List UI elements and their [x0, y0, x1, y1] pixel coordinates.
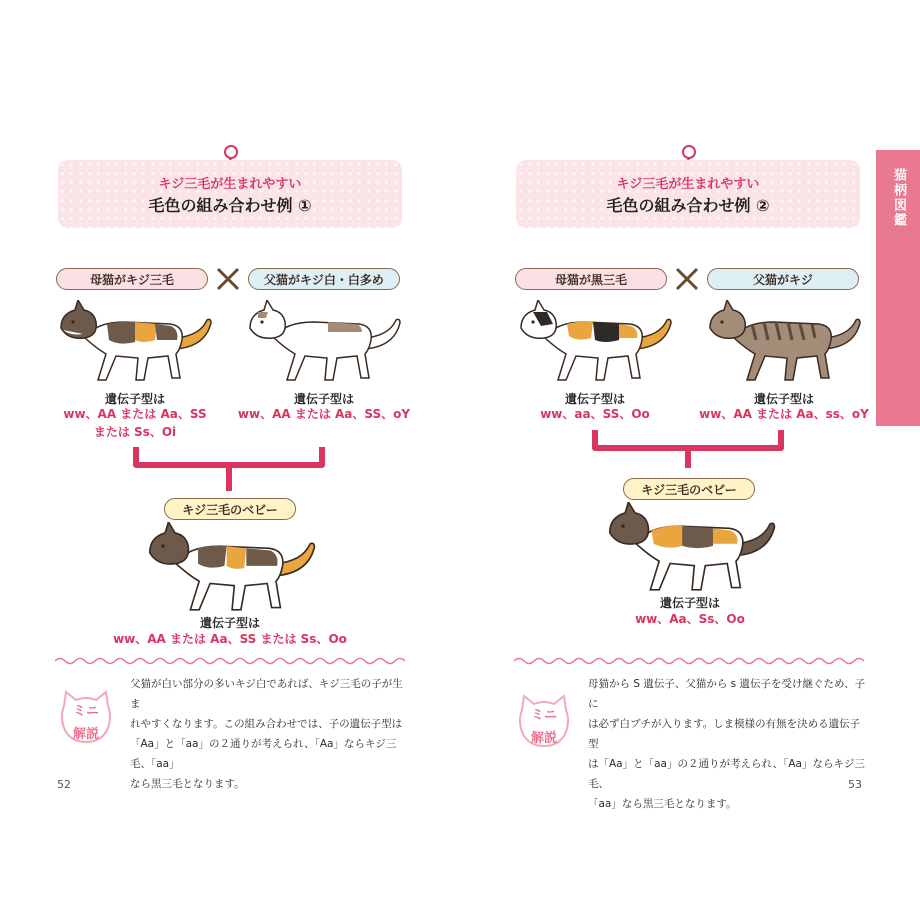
left-mini-label-1: ミニ: [72, 704, 99, 719]
right-wave-divider: [514, 656, 864, 666]
right-mother-cat-illustration: [515, 300, 675, 382]
left-note-line: れやすくなります。この組み合わせでは、子の遺伝子型は: [130, 718, 403, 730]
left-father-gene-line1: ww、AA または Aa、SS、oY: [237, 407, 411, 421]
right-mini-label-2: 解説: [530, 731, 557, 746]
right-mother-label: 母猫が黒三毛: [515, 268, 667, 290]
right-father-gene-label: 遺伝子型は: [753, 392, 814, 406]
left-mother-cat-illustration: [55, 300, 215, 382]
right-father-gene-line1: ww、AA または Aa、ss、oY: [699, 407, 869, 421]
right-page-number: 53: [848, 778, 862, 791]
left-title-box: [58, 160, 402, 228]
right-baby-label: キジ三毛のベビー: [623, 478, 755, 500]
right-note-text: [588, 674, 870, 814]
right-note-line: は「Aa」と「aa」の２通りが考えられ、「Aa」ならキジ三毛、: [588, 758, 865, 790]
left-note-line: 「Aa」と「aa」の２通りが考えられ、「Aa」ならキジ三毛、「aa」: [130, 738, 397, 770]
right-baby-cat-illustration: [598, 502, 784, 592]
right-baby-gene-label: 遺伝子型は: [659, 596, 720, 610]
left-baby-label: キジ三毛のベビー: [164, 498, 296, 520]
right-title-line1: キジ三毛が生まれやすい: [616, 177, 760, 192]
cross-icon: [215, 267, 241, 291]
left-note-line: なら黒三毛となります。: [130, 778, 245, 790]
right-mini-label-1: ミニ: [530, 708, 557, 723]
left-baby-gene-line1: ww、AA または Aa、SS または Ss、Oo: [113, 632, 347, 646]
right-father-label: 父猫がキジ: [707, 268, 859, 290]
right-note-line: 「aa」なら黒三毛となります。: [588, 798, 737, 810]
left-mother-gene-label: 遺伝子型は: [104, 392, 165, 406]
left-title-line1: キジ三毛が生まれやすい: [158, 177, 302, 192]
left-mini-label-2: 解説: [72, 727, 99, 742]
right-mother-gene-label: 遺伝子型は: [564, 392, 625, 406]
right-title-box: [516, 160, 860, 228]
right-note-line: 母猫から S 遺伝子、父猫から s 遺伝子を受け継ぐため、子に: [588, 678, 866, 710]
left-mother-label: 母猫がキジ三毛: [56, 268, 208, 290]
left-baby-cat-illustration: [138, 522, 324, 612]
side-tab-cat-pattern-guide[interactable]: [876, 150, 920, 426]
right-title-line2: 毛色の組み合わせ例 ②: [606, 196, 770, 215]
cross-icon: [674, 267, 700, 291]
left-page-number: 52: [57, 778, 71, 791]
left-inheritance-bracket: [132, 445, 326, 495]
left-title-line2: 毛色の組み合わせ例 ①: [148, 196, 312, 215]
right-inheritance-bracket: [591, 428, 785, 478]
left-mother-gene-line2: または Ss、Oi: [93, 425, 177, 439]
left-note-text: [130, 674, 410, 794]
right-mother-gene-line1: ww、aa、SS、Oo: [540, 407, 650, 421]
left-father-cat-illustration: [244, 300, 404, 382]
left-note-line: 父猫が白い部分の多いキジ白であれば、キジ三毛の子が生ま: [130, 678, 403, 710]
left-wave-divider: [55, 656, 405, 666]
right-father-cat-illustration: [704, 300, 864, 382]
left-mother-gene-line1: ww、AA または Aa、SS: [63, 407, 207, 421]
side-tab-label: 猫柄図鑑: [891, 168, 906, 228]
right-baby-gene-line1: ww、Aa、Ss、Oo: [635, 612, 745, 626]
left-father-label: 父猫がキジ白・白多め: [248, 268, 400, 290]
right-note-line: は必ず白ブチが入ります。しま模様の有無を決める遺伝子型: [588, 718, 861, 750]
left-baby-gene-label: 遺伝子型は: [199, 616, 260, 630]
left-father-gene-label: 遺伝子型は: [293, 392, 354, 406]
